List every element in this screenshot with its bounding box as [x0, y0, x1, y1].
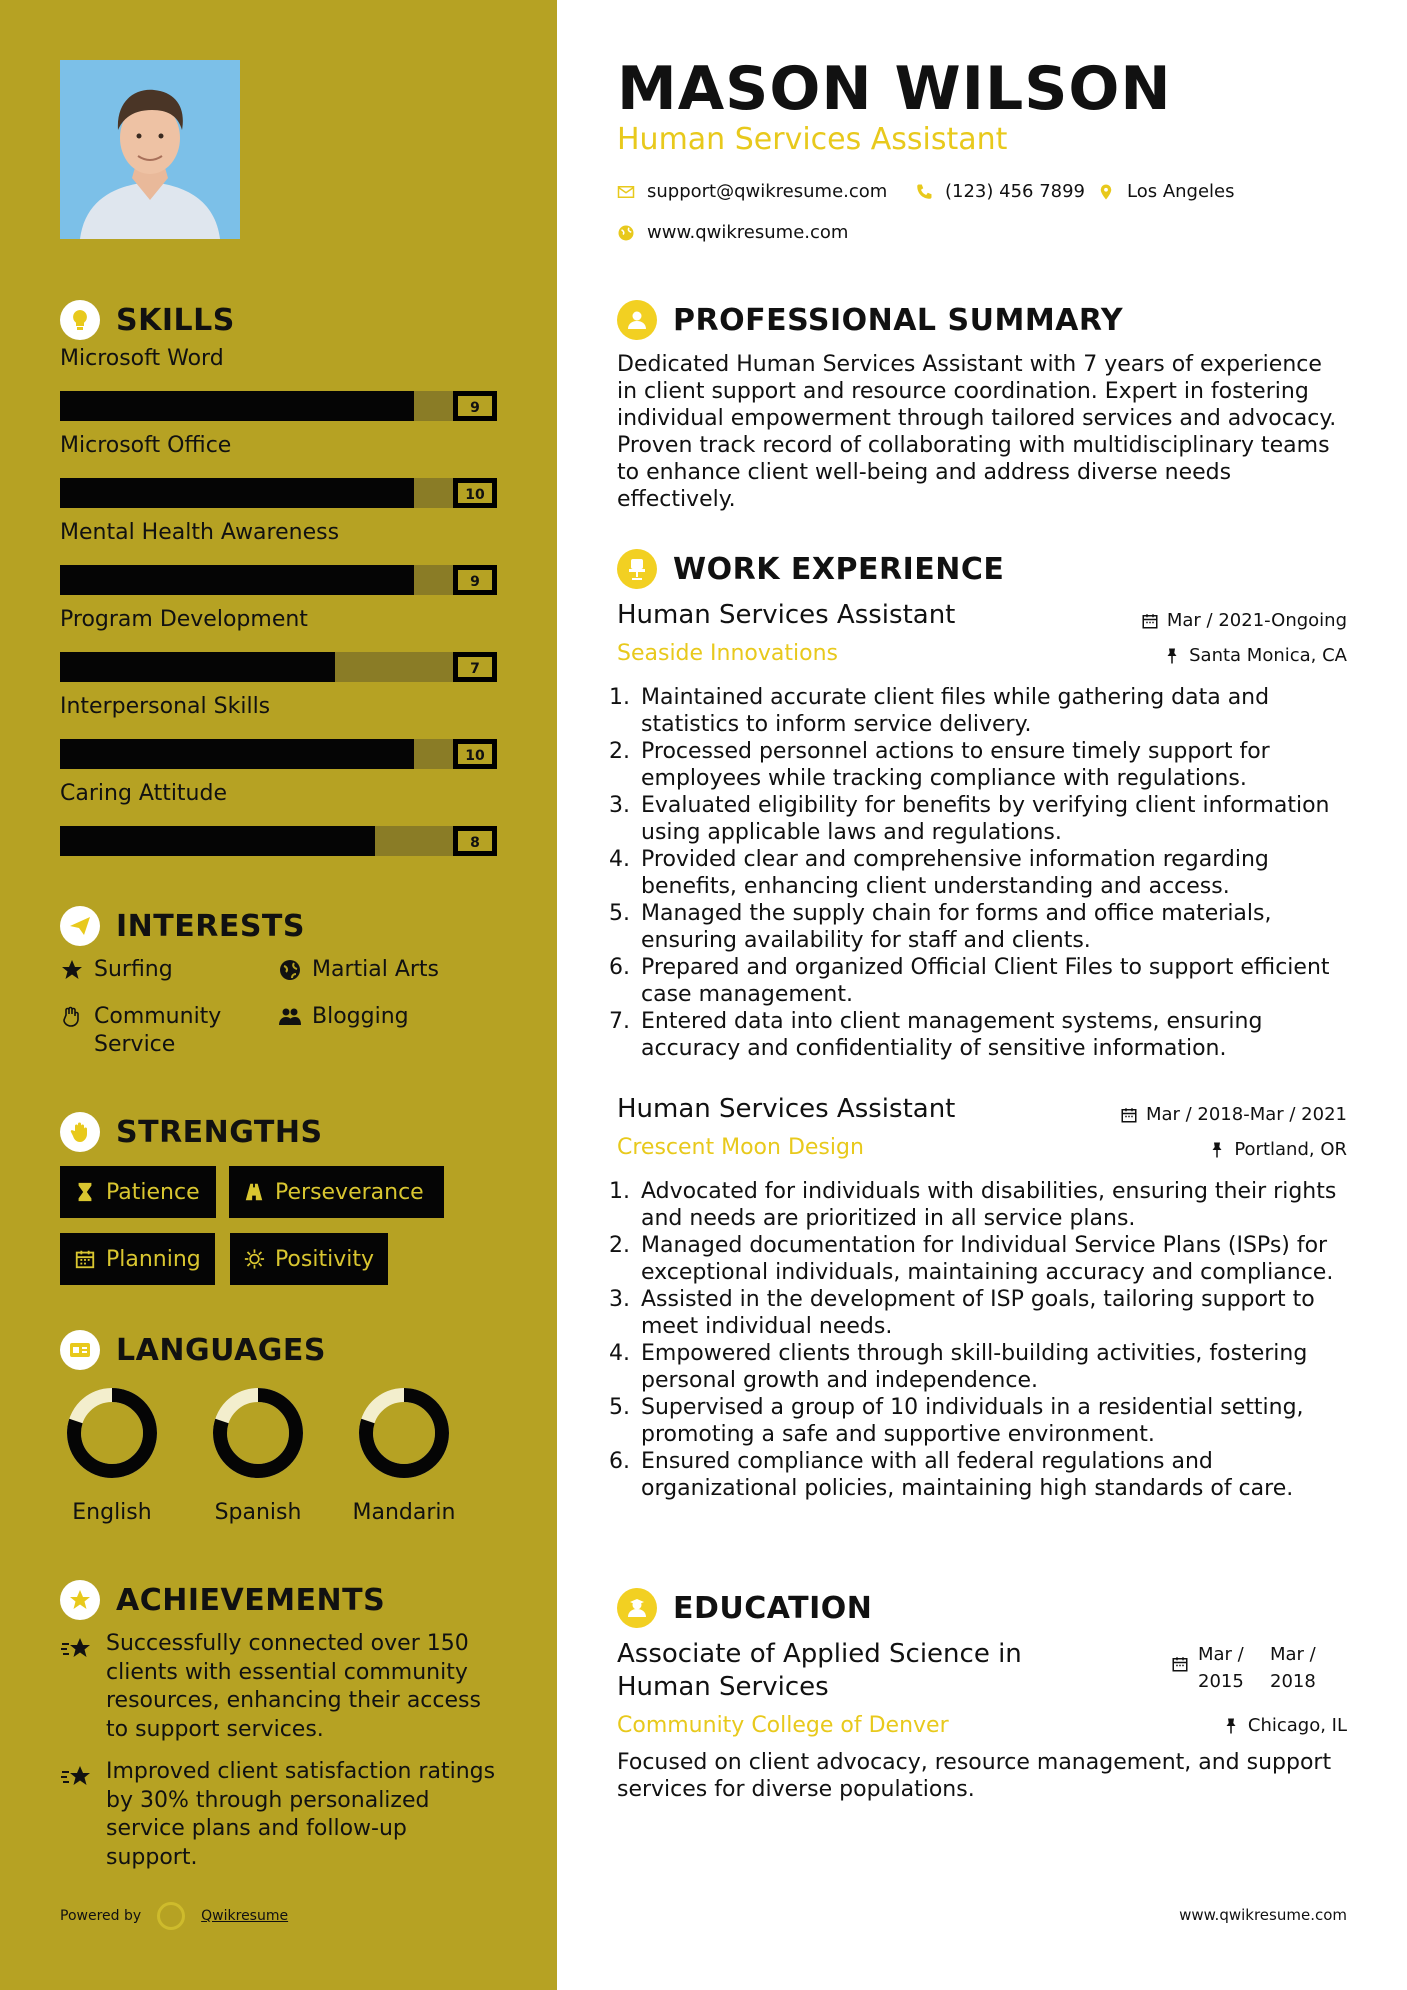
email-text: support@qwikresume.com — [647, 181, 888, 202]
contact-phone[interactable] — [915, 181, 1085, 202]
job-company: Seaside Innovations — [617, 641, 838, 666]
duty-item: 6. Prepared and organized Official Client Files to support efficient case management. — [637, 954, 1357, 1008]
phone-text: (123) 456 7899 — [945, 181, 1086, 202]
location-text: Los Angeles — [1127, 181, 1235, 202]
qwikresume-link[interactable]: Qwikresume — [201, 1908, 289, 1924]
strength-chip — [60, 1233, 215, 1285]
duty-item: 5. Managed the supply chain for forms and office materials, ensuring availability for staff and clients. — [637, 900, 1357, 954]
skill-score: 7 — [456, 655, 494, 679]
calendar-icon — [74, 1248, 96, 1270]
office-chair-icon — [617, 549, 657, 589]
skill-bar-fill — [60, 739, 414, 769]
experience-heading — [617, 549, 1004, 589]
qwikresume-logo-icon — [157, 1902, 185, 1930]
duty-item: 6. Ensured compliance with all federal regulations and organizational policies, maintaining high standards of care. — [637, 1448, 1357, 1502]
globe-icon — [278, 958, 302, 982]
powered-label: Powered by — [60, 1908, 142, 1924]
school-name: Community College of Denver — [617, 1713, 949, 1738]
duty-item: 2. Processed personnel actions to ensure timely support for employees while tracking compliance with regulations. — [637, 738, 1357, 792]
skill-bar-fill — [60, 826, 375, 856]
achievement-text: Improved client satisfaction ratings by 30% through personalized service plans and follow-up support. — [106, 1759, 496, 1870]
website-text: www.qwikresume.com — [647, 222, 849, 243]
interest-item — [60, 956, 173, 984]
job-location — [1163, 645, 1347, 666]
shooting-star-icon — [60, 1760, 92, 1792]
interest-item — [60, 1003, 260, 1059]
candidate-role: Human Services Assistant — [617, 122, 1008, 157]
summary-text: Dedicated Human Services Assistant with 7 years of experience in client support and resource coordination. Expert in fostering individual empowerment through tailored services and advocacy. Proven track record of collaborating with multidisciplinary teams to enhance client well-being and address diverse needs effectively. — [617, 352, 1337, 512]
interest-label: Community Service — [94, 1004, 222, 1057]
interest-item — [278, 1003, 409, 1031]
contact-location — [1097, 181, 1235, 202]
duty-item: 1. Maintained accurate client files while gathering data and statistics to inform service delivery. — [637, 684, 1357, 738]
skill-score: 10 — [456, 742, 494, 766]
job-date — [1120, 1104, 1347, 1125]
strength-chip — [229, 1166, 444, 1218]
trophy-star-icon — [60, 1580, 100, 1620]
shooting-star-icon — [60, 1632, 92, 1664]
start-date-line: 2015 — [1198, 1671, 1244, 1692]
envelope-icon — [617, 183, 635, 201]
contact-email[interactable] — [617, 181, 887, 202]
pushpin-icon — [1163, 647, 1181, 665]
calendar-icon — [1120, 1106, 1138, 1124]
interest-label: Surfing — [94, 957, 173, 982]
skill-bar — [60, 391, 497, 421]
job-date-text: Mar / 2018-Mar / 2021 — [1145, 1104, 1347, 1125]
job-title: Human Services Assistant — [617, 1094, 956, 1124]
sidebar — [0, 0, 557, 1990]
skill-score-box — [453, 739, 497, 769]
achievement-item — [60, 1758, 500, 1872]
phone-icon — [915, 183, 933, 201]
education-title: EDUCATION — [673, 1590, 873, 1626]
achievements-title: ACHIEVEMENTS — [116, 1582, 386, 1618]
summary-heading — [617, 300, 1123, 340]
language-name: Spanish — [214, 1500, 302, 1525]
interest-item — [278, 956, 439, 984]
hourglass-icon — [74, 1181, 96, 1203]
skills-heading — [60, 300, 235, 340]
map-pin-icon — [1097, 183, 1115, 201]
achievements-heading — [60, 1580, 385, 1620]
skill-bar — [60, 826, 497, 856]
calendar-icon — [1141, 612, 1159, 630]
language-ring — [210, 1385, 306, 1481]
skills-title: SKILLS — [116, 302, 235, 338]
skill-bar — [60, 652, 497, 682]
job-location-text: Portland, OR — [1234, 1139, 1347, 1160]
degree-line: Human Services — [617, 1672, 829, 1702]
contact-website[interactable] — [617, 222, 848, 243]
job-date — [1141, 610, 1347, 631]
skill-name: Interpersonal Skills — [60, 694, 271, 719]
education-start-date — [1198, 1641, 1244, 1695]
strength-label: Positivity — [274, 1246, 374, 1272]
end-date-line: Mar / — [1270, 1644, 1316, 1665]
strengths-heading — [60, 1112, 323, 1152]
strengths-title: STRENGTHS — [116, 1114, 323, 1150]
summary-title: PROFESSIONAL SUMMARY — [673, 302, 1124, 338]
skill-score-box — [453, 826, 497, 856]
strength-chip — [230, 1233, 388, 1285]
graduate-icon — [617, 1588, 657, 1628]
school-location — [1222, 1715, 1347, 1736]
person-portrait-icon — [60, 60, 240, 239]
skill-name: Microsoft Office — [60, 433, 232, 458]
skill-score-box — [453, 478, 497, 508]
candidate-name: MASON WILSON — [617, 54, 1172, 124]
sun-icon — [244, 1248, 265, 1270]
education-end-date — [1270, 1641, 1316, 1695]
skill-score: 9 — [456, 394, 494, 418]
profile-photo — [60, 60, 240, 239]
interest-label: Martial Arts — [312, 957, 440, 982]
users-icon — [278, 1005, 302, 1029]
interest-label: Blogging — [312, 1004, 409, 1029]
strength-chip — [60, 1166, 216, 1218]
education-text: Focused on client advocacy, resource management, and support services for diverse populations. — [617, 1750, 1332, 1802]
skill-name: Mental Health Awareness — [60, 520, 340, 545]
start-date-line: Mar / — [1198, 1644, 1244, 1665]
skill-score: 9 — [456, 568, 494, 592]
duty-item: 7. Entered data into client management systems, ensuring accuracy and confidentiality of sensitive information. — [637, 1008, 1357, 1062]
road-icon — [243, 1181, 265, 1203]
achievement-item — [60, 1630, 500, 1744]
hand-icon — [60, 1005, 84, 1029]
footer-url[interactable]: www.qwikresume.com — [1179, 1906, 1347, 1924]
job-date-text: Mar / 2021-Ongoing — [1166, 610, 1347, 631]
skill-bar-fill — [60, 391, 414, 421]
duty-item: 3. Evaluated eligibility for benefits by verifying client information using applicable laws and regulations. — [637, 792, 1357, 846]
skill-name: Caring Attitude — [60, 781, 227, 806]
duty-item: 1. Advocated for individuals with disabilities, ensuring their rights and needs are prioritized in all service plans. — [637, 1178, 1357, 1232]
skill-bar — [60, 565, 497, 595]
job-duties — [617, 684, 1357, 1062]
achievement-text: Successfully connected over 150 clients with essential community resources, enhancing their access to support services. — [106, 1631, 481, 1742]
skill-bar — [60, 478, 497, 508]
strength-label: Patience — [106, 1179, 200, 1205]
language-card-icon — [60, 1330, 100, 1370]
school-location-text: Chicago, IL — [1247, 1715, 1347, 1736]
main-content — [557, 0, 1407, 1990]
duty-item: 5. Supervised a group of 10 individuals in a residential setting, promoting a safe and supportive environment. — [637, 1394, 1357, 1448]
interests-title: INTERESTS — [116, 908, 305, 944]
skill-bar-fill — [60, 565, 414, 595]
education-heading — [617, 1588, 872, 1628]
job-location — [1208, 1139, 1347, 1160]
skill-score-box — [453, 652, 497, 682]
job-duties — [617, 1178, 1357, 1502]
skill-bar — [60, 739, 497, 769]
job-title: Human Services Assistant — [617, 600, 956, 630]
end-date-line: 2018 — [1270, 1671, 1316, 1692]
lightbulb-icon — [60, 300, 100, 340]
languages-title: LANGUAGES — [116, 1332, 326, 1368]
skill-bar-fill — [60, 652, 335, 682]
duty-item: 2. Managed documentation for Individual Service Plans (ISPs) for exceptional individuals, maintaining accuracy and compliance. — [637, 1232, 1357, 1286]
degree-title — [617, 1638, 1022, 1704]
languages-heading — [60, 1330, 326, 1370]
duty-item: 4. Empowered clients through skill-building activities, fostering personal growth and independence. — [637, 1340, 1357, 1394]
language-name: Mandarin — [352, 1500, 456, 1525]
powered-by — [60, 1902, 288, 1930]
duty-item: 3. Assisted in the development of ISP goals, tailoring support to meet individual needs. — [637, 1286, 1357, 1340]
skill-score: 10 — [456, 481, 494, 505]
job-company: Crescent Moon Design — [617, 1135, 864, 1160]
language-name: English — [72, 1500, 152, 1525]
skill-name: Microsoft Word — [60, 346, 224, 371]
experience-title: WORK EXPERIENCE — [673, 551, 1005, 587]
globe-icon — [617, 224, 635, 242]
skill-bar-fill — [60, 478, 414, 508]
skill-score-box — [453, 565, 497, 595]
star-icon — [60, 958, 84, 982]
language-ring — [64, 1385, 160, 1481]
pushpin-icon — [1222, 1717, 1240, 1735]
paper-plane-icon — [60, 906, 100, 946]
duty-item: 4. Provided clear and comprehensive information regarding benefits, enhancing client understanding and access. — [637, 846, 1357, 900]
user-icon — [617, 300, 657, 340]
degree-line: Associate of Applied Science in — [617, 1639, 1022, 1669]
language-ring — [356, 1385, 452, 1481]
interests-heading — [60, 906, 305, 946]
strength-label: Perseverance — [275, 1179, 424, 1205]
skill-score: 8 — [456, 829, 494, 853]
education-calendar-icon — [1171, 1655, 1189, 1677]
skill-name: Program Development — [60, 607, 308, 632]
skill-score-box — [453, 391, 497, 421]
job-location-text: Santa Monica, CA — [1189, 645, 1347, 666]
strength-label: Planning — [106, 1246, 201, 1272]
hand-raised-icon — [60, 1112, 100, 1152]
pushpin-icon — [1208, 1141, 1226, 1159]
